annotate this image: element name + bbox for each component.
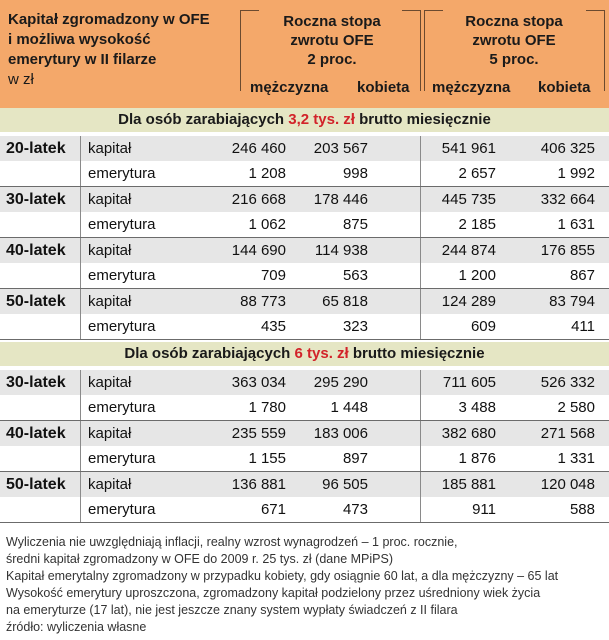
- row-type: emerytura: [88, 450, 156, 467]
- value-cell: 2 185: [458, 216, 496, 233]
- age-label: 50-latek: [6, 476, 66, 493]
- section-text: brutto miesięcznie: [348, 345, 485, 362]
- age-label: 30-latek: [6, 191, 66, 208]
- table-row: [0, 238, 609, 263]
- row-type: kapitał: [88, 242, 132, 259]
- table-row: [0, 161, 609, 186]
- value-cell: 445 735: [441, 191, 496, 208]
- value-cell: 235 559: [231, 425, 286, 442]
- value-cell: 1 780: [248, 399, 286, 416]
- table-header: [0, 0, 609, 108]
- column-divider: [80, 238, 81, 288]
- group-line: 2 proc.: [307, 51, 357, 68]
- table-row: [0, 395, 609, 420]
- value-cell: 216 668: [231, 191, 286, 208]
- column-divider: [80, 187, 81, 237]
- table-row: [0, 472, 609, 497]
- value-cell: 124 289: [441, 293, 496, 310]
- value-cell: 323: [342, 318, 368, 335]
- group-line: zwrotu OFE: [472, 32, 556, 49]
- table-title: [8, 10, 238, 90]
- value-cell: 332 664: [540, 191, 595, 208]
- row-type: kapitał: [88, 191, 132, 208]
- column-divider: [420, 370, 421, 420]
- row-type: kapitał: [88, 293, 132, 310]
- value-cell: 473: [342, 501, 368, 518]
- table-row: [0, 289, 609, 314]
- group-line: zwrotu OFE: [290, 32, 374, 49]
- column-divider: [420, 289, 421, 339]
- column-divider: [420, 421, 421, 471]
- section-income: 3,2 tys. zł: [288, 111, 355, 128]
- table-row: [0, 421, 609, 446]
- column-divider: [420, 136, 421, 186]
- table-row: [0, 136, 609, 161]
- row-type: kapitał: [88, 476, 132, 493]
- section-income: 6 tys. zł: [294, 345, 349, 362]
- value-cell: 406 325: [540, 140, 595, 157]
- section-text: Dla osób zarabiających: [118, 111, 289, 128]
- group-line: Roczna stopa: [283, 13, 381, 30]
- value-cell: 998: [342, 165, 368, 182]
- table-row: [0, 446, 609, 471]
- column-divider: [80, 472, 81, 522]
- value-cell: 588: [569, 501, 595, 518]
- col-female-2: kobieta: [357, 79, 410, 96]
- header-group-2proc: [244, 12, 420, 69]
- age-label: 50-latek: [6, 293, 66, 310]
- age-label: 40-latek: [6, 242, 66, 259]
- table-row: [0, 370, 609, 395]
- value-cell: 246 460: [231, 140, 286, 157]
- table-row: [0, 187, 609, 212]
- value-cell: 1 331: [557, 450, 595, 467]
- value-cell: 867: [569, 267, 595, 284]
- column-divider: [420, 472, 421, 522]
- value-cell: 609: [470, 318, 496, 335]
- value-cell: 96 505: [322, 476, 368, 493]
- value-cell: 711 605: [442, 374, 496, 391]
- footnote: Kapitał emerytalny zgromadzony w przypadku kobiety, gdy osiągnie 60 lat, a dla mężczyzny – 65 lat: [6, 569, 559, 583]
- value-cell: 1 992: [557, 165, 595, 182]
- age-label: 20-latek: [6, 140, 66, 157]
- source-note: źródło: wyliczenia własne: [6, 620, 147, 634]
- value-cell: 65 818: [322, 293, 368, 310]
- value-cell: 2 657: [458, 165, 496, 182]
- value-cell: 185 881: [441, 476, 496, 493]
- row-type: kapitał: [88, 374, 132, 391]
- value-cell: 176 855: [540, 242, 595, 259]
- group-line: Roczna stopa: [465, 13, 563, 30]
- age-label: 40-latek: [6, 425, 66, 442]
- value-cell: 911: [472, 501, 496, 518]
- value-cell: 382 680: [441, 425, 496, 442]
- value-cell: 136 881: [231, 476, 286, 493]
- value-cell: 526 332: [540, 374, 595, 391]
- value-cell: 709: [260, 267, 286, 284]
- column-divider: [420, 238, 421, 288]
- table-row: [0, 212, 609, 237]
- table-row: [0, 263, 609, 288]
- value-cell: 563: [342, 267, 368, 284]
- title-line: Kapitał zgromadzony w OFE: [8, 11, 210, 28]
- title-line: i możliwa wysokość: [8, 31, 151, 48]
- section-text: brutto miesięcznie: [354, 111, 491, 128]
- row-type: emerytura: [88, 165, 156, 182]
- table-row: [0, 497, 609, 522]
- group-divider: [0, 339, 609, 340]
- col-male-5: mężczyzna: [432, 79, 511, 96]
- value-cell: 1 631: [557, 216, 595, 233]
- value-cell: 1 062: [248, 216, 286, 233]
- value-cell: 295 290: [313, 374, 368, 391]
- value-cell: 183 006: [313, 425, 368, 442]
- section-text: Dla osób zarabiających: [124, 345, 295, 362]
- row-type: emerytura: [88, 501, 156, 518]
- value-cell: 3 488: [458, 399, 496, 416]
- value-cell: 114 938: [314, 242, 368, 259]
- row-type: emerytura: [88, 267, 156, 284]
- value-cell: 178 446: [313, 191, 368, 208]
- header-group-5proc: [424, 12, 604, 69]
- footnote: Wysokość emerytury uproszczona, zgromadzony kapitał podzielony przez uśredniony wiek życia: [6, 586, 541, 600]
- value-cell: 897: [342, 450, 368, 467]
- value-cell: 271 568: [540, 425, 595, 442]
- footnote: Wyliczenia nie uwzględniają inflacji, realny wzrost wynagrodzeń – 1 proc. rocznie,: [6, 535, 458, 549]
- value-cell: 144 690: [231, 242, 286, 259]
- col-male-2: mężczyzna: [250, 79, 329, 96]
- footnote: średni kapitał zgromadzony w OFE do 2009 r. 25 tys. zł (dane MPiPS): [6, 552, 393, 566]
- row-type: emerytura: [88, 318, 156, 335]
- value-cell: 671: [260, 501, 286, 518]
- age-label: 30-latek: [6, 374, 66, 391]
- unit-label: w zł: [8, 71, 34, 88]
- value-cell: 2 580: [557, 399, 595, 416]
- section-banner: [0, 342, 609, 366]
- table-row: [0, 314, 609, 339]
- row-type: emerytura: [88, 399, 156, 416]
- value-cell: 541 961: [441, 140, 496, 157]
- value-cell: 120 048: [540, 476, 595, 493]
- value-cell: 83 794: [549, 293, 595, 310]
- value-cell: 411: [571, 318, 595, 335]
- row-type: emerytura: [88, 216, 156, 233]
- value-cell: 1 200: [458, 267, 496, 284]
- value-cell: 1 155: [248, 450, 286, 467]
- column-divider: [80, 289, 81, 339]
- column-divider: [80, 421, 81, 471]
- title-line: emerytury w II filarze: [8, 51, 157, 68]
- column-divider: [80, 136, 81, 186]
- value-cell: 435: [260, 318, 286, 335]
- row-type: kapitał: [88, 425, 132, 442]
- value-cell: 1 448: [330, 399, 368, 416]
- row-type: kapitał: [88, 140, 132, 157]
- col-female-5: kobieta: [538, 79, 591, 96]
- value-cell: 363 034: [231, 374, 286, 391]
- group-divider: [0, 522, 609, 523]
- value-cell: 875: [342, 216, 368, 233]
- value-cell: 1 208: [248, 165, 286, 182]
- group-line: 5 proc.: [489, 51, 539, 68]
- footnote: na emeryturze (17 lat), nie jest jeszcze znany system wypłaty świadczeń z II filara: [6, 603, 458, 617]
- column-divider: [80, 370, 81, 420]
- value-cell: 244 874: [441, 242, 496, 259]
- value-cell: 88 773: [240, 293, 286, 310]
- section-banner: [0, 108, 609, 132]
- column-divider: [420, 187, 421, 237]
- value-cell: 203 567: [313, 140, 368, 157]
- footnotes: [6, 534, 606, 636]
- value-cell: 1 876: [458, 450, 496, 467]
